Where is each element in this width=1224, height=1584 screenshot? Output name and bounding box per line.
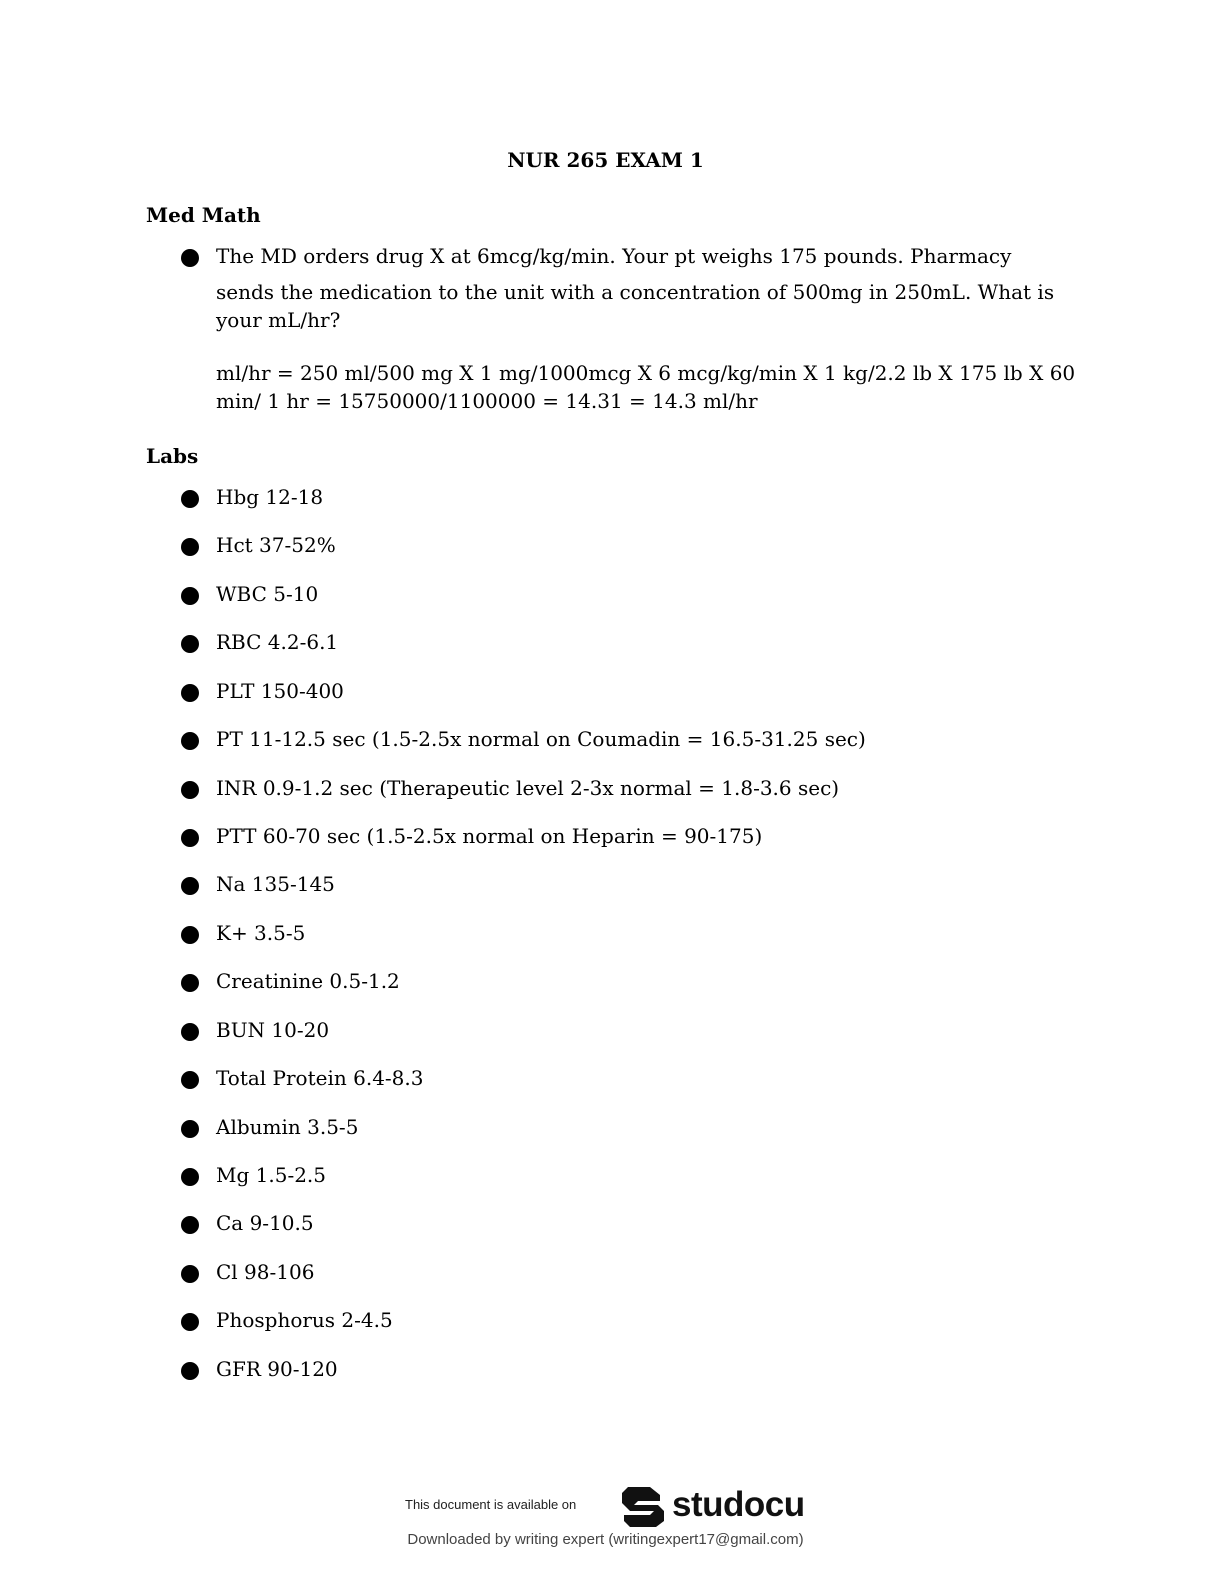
bullet-icon <box>181 1362 199 1380</box>
bullet-icon <box>181 1265 199 1283</box>
lab-item: Albumin 3.5-5 <box>216 1115 359 1139</box>
lab-item: Cl 98-106 <box>216 1260 315 1284</box>
lab-item: WBC 5-10 <box>216 582 319 606</box>
bullet-icon <box>181 926 199 944</box>
downloaded-by-text: Downloaded by writing expert (writingexpert17@gmail.com) <box>407 1531 804 1548</box>
lab-item: K+ 3.5-5 <box>216 921 306 945</box>
bullet-icon <box>181 877 199 895</box>
bullet-icon <box>181 732 199 750</box>
studocu-brand-text: studocu <box>672 1485 805 1524</box>
bullet-icon <box>181 1216 199 1234</box>
bullet-icon <box>181 635 199 653</box>
studocu-logo-icon <box>620 1481 666 1529</box>
lab-item: INR 0.9-1.2 sec (Therapeutic level 2-3x normal = 1.8-3.6 sec) <box>216 776 840 800</box>
med-math-question-line: The MD orders drug X at 6mcg/kg/min. Your pt weighs 175 pounds. Pharmacy <box>216 244 1012 268</box>
bullet-icon <box>181 1071 199 1089</box>
section-heading-labs: Labs <box>146 444 199 468</box>
lab-item: RBC 4.2-6.1 <box>216 630 339 654</box>
lab-item: GFR 90-120 <box>216 1357 338 1381</box>
lab-item: Total Protein 6.4-8.3 <box>216 1066 424 1090</box>
bullet-icon <box>181 1120 199 1138</box>
lab-item: Hbg 12-18 <box>216 485 324 509</box>
bullet-icon <box>181 587 199 605</box>
bullet-icon <box>181 684 199 702</box>
bullet-icon <box>181 974 199 992</box>
lab-item: Phosphorus 2-4.5 <box>216 1308 393 1332</box>
lab-item: PTT 60-70 sec (1.5-2.5x normal on Heparin = 90-175) <box>216 824 763 848</box>
bullet-icon <box>181 249 199 267</box>
bullet-icon <box>181 829 199 847</box>
lab-item: PT 11-12.5 sec (1.5-2.5x normal on Coumadin = 16.5-31.25 sec) <box>216 727 866 751</box>
studocu-logo-link[interactable] <box>620 1481 805 1529</box>
bullet-icon <box>181 538 199 556</box>
bullet-icon <box>181 1023 199 1041</box>
lab-item: Hct 37-52% <box>216 533 336 557</box>
document-title: NUR 265 EXAM 1 <box>507 148 704 172</box>
med-math-question-continued: sends the medication to the unit with a concentration of 500mg in 250mL. What is your mL/hr? <box>216 280 1055 332</box>
lab-item: Ca 9-10.5 <box>216 1211 314 1235</box>
lab-item: Na 135-145 <box>216 872 335 896</box>
bullet-icon <box>181 490 199 508</box>
section-heading-med-math: Med Math <box>146 203 261 227</box>
bullet-icon <box>181 1313 199 1331</box>
bullet-icon <box>181 1168 199 1186</box>
med-math-calculation: ml/hr = 250 ml/500 mg X 1 mg/1000mcg X 6 mcg/kg/min X 1 kg/2.2 lb X 175 lb X 60 min/ 1 hr = 15750000/1100000 = 14.31 = 14.3 ml/hr <box>216 361 1076 413</box>
bullet-icon <box>181 781 199 799</box>
footer-available-text: This document is available on <box>405 1497 577 1512</box>
lab-item: Mg 1.5-2.5 <box>216 1163 327 1187</box>
lab-item: Creatinine 0.5-1.2 <box>216 969 400 993</box>
lab-item: PLT 150-400 <box>216 679 344 703</box>
lab-item: BUN 10-20 <box>216 1018 330 1042</box>
